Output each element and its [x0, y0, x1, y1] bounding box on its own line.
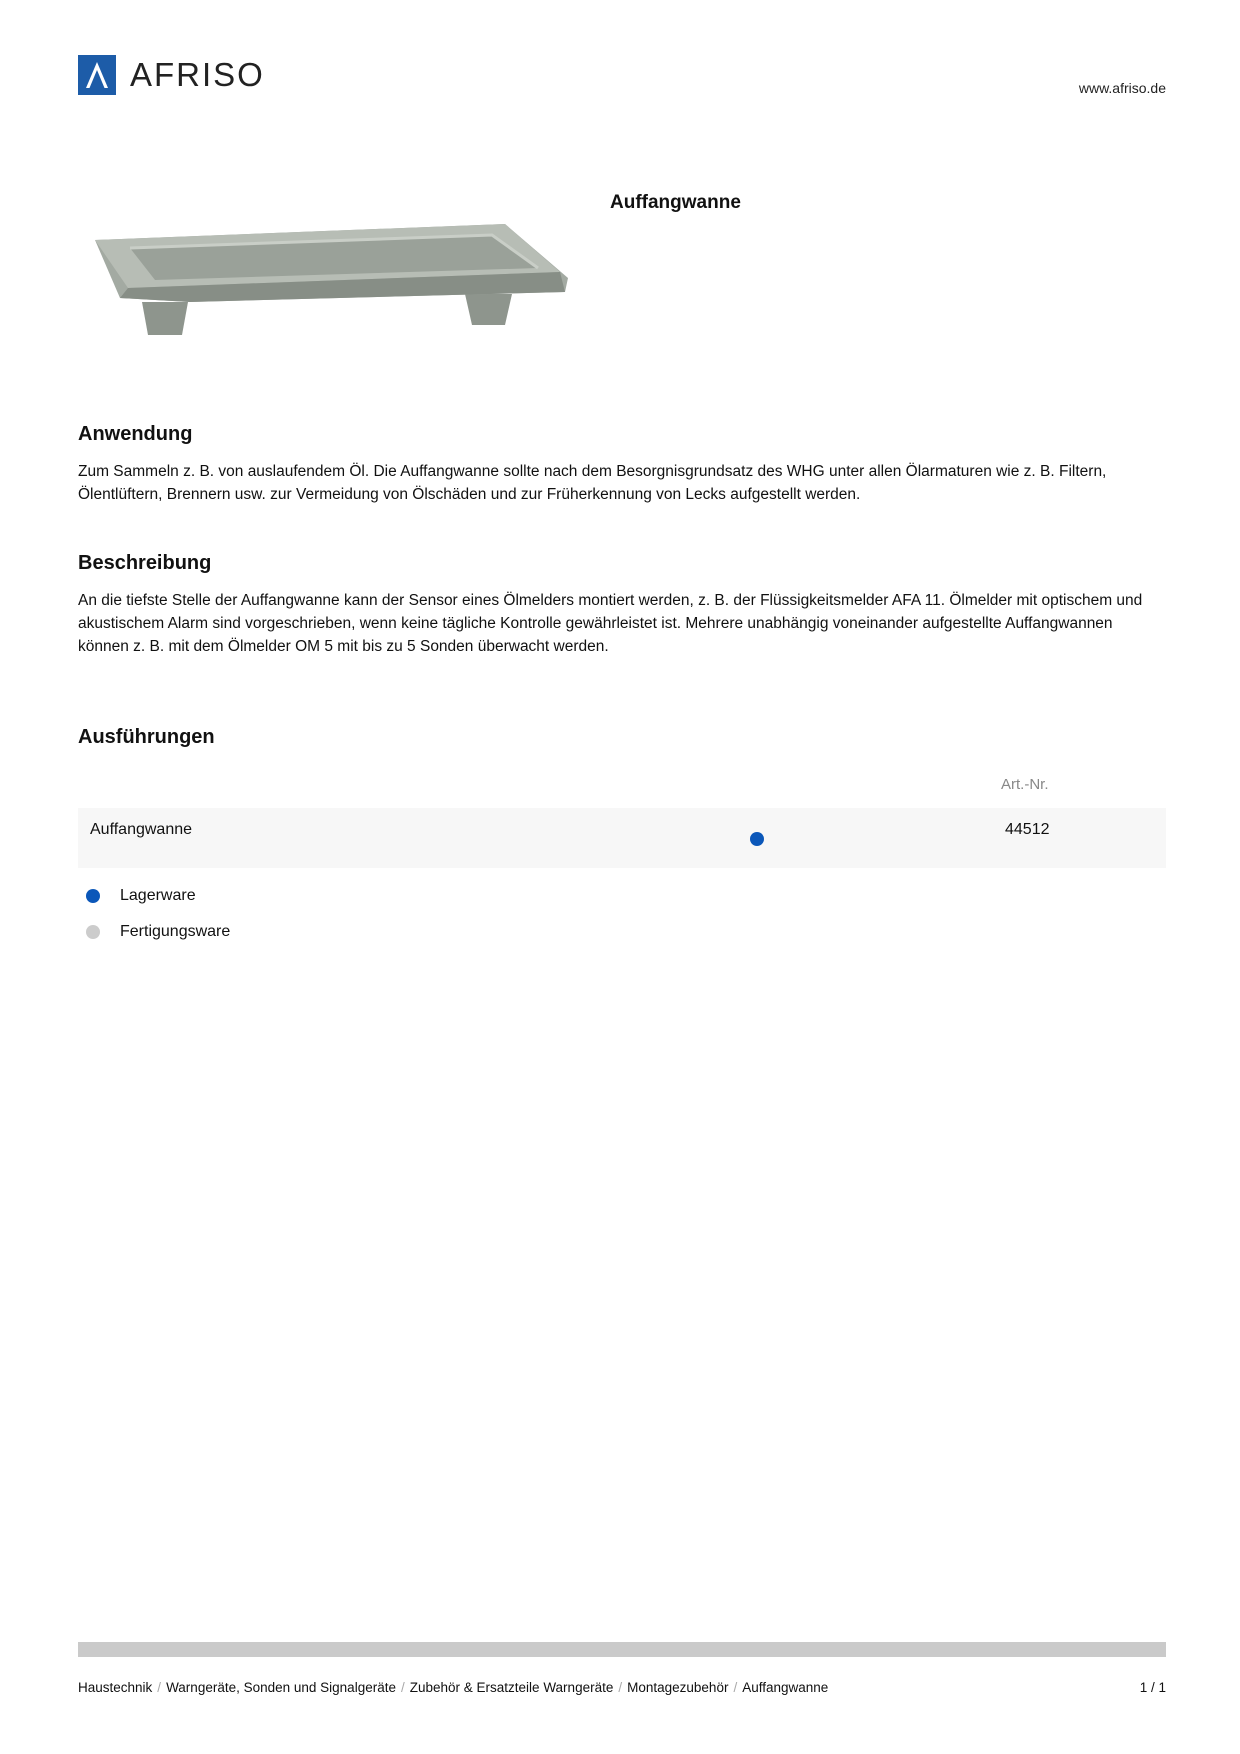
legend-label: Lagerware — [120, 887, 196, 904]
afriso-logo-mark-icon — [78, 55, 116, 95]
section-title-beschreibung: Beschreibung — [78, 552, 212, 574]
section-title-ausfuehrungen: Ausführungen — [78, 726, 215, 748]
product-image — [90, 210, 570, 350]
variant-name: Auffangwanne — [90, 821, 193, 838]
breadcrumb-separator: / — [618, 1680, 623, 1695]
breadcrumb — [78, 1680, 828, 1695]
section-title-anwendung: Anwendung — [78, 423, 193, 445]
afriso-logo[interactable] — [78, 55, 265, 95]
legend-item-fertigungsware — [86, 923, 230, 941]
breadcrumb-item-haustechnik[interactable]: Haustechnik — [78, 1680, 153, 1695]
fertigungsware-dot-icon — [86, 925, 100, 939]
legend-label: Fertigungsware — [120, 923, 231, 940]
breadcrumb-item-zubehoer[interactable]: Zubehör & Ersatzteile Warngeräte — [409, 1680, 614, 1695]
breadcrumb-separator: / — [400, 1680, 405, 1695]
legend-item-lagerware — [86, 887, 196, 905]
breadcrumb-item-warngeraete[interactable]: Warngeräte, Sonden und Signalgeräte — [166, 1680, 396, 1695]
lagerware-dot-icon — [86, 889, 100, 903]
page-number: 1 / 1 — [1139, 1680, 1166, 1695]
breadcrumb-separator: / — [157, 1680, 162, 1695]
breadcrumb-separator: / — [733, 1680, 738, 1695]
brand-name: AFRISO — [130, 56, 265, 93]
table-row — [78, 808, 1166, 868]
section-text-beschreibung: An die tiefste Stelle der Auffangwanne kann der Sensor eines Ölmelders montiert werden, z. B. der Flüssigkeitsmelder AFA 11. Ölmelder mit optischem und akustischem Alarm sind vorgeschrieben, wenn keine tägliche Kontrolle gewährleistet ist. Mehrere unabhängig voneinander aufgestellte Auffangwannen können z. B. mit dem Ölmelder OM 5 mit bis zu 5 Sonden überwacht werden. — [78, 592, 1143, 655]
stock-status-dot-icon — [750, 832, 764, 846]
breadcrumb-item-montagezubehoer[interactable]: Montagezubehör — [627, 1680, 729, 1695]
footer-divider-bar — [78, 1642, 1166, 1657]
breadcrumb-item-auffangwanne[interactable]: Auffangwanne — [742, 1680, 829, 1695]
variant-article-number: 44512 — [1005, 821, 1050, 838]
section-text-anwendung: Zum Sammeln z. B. von auslaufendem Öl. Die Auffangwanne sollte nach dem Besorgnisgrundsatz des WHG unter allen Ölarmaturen wie z. B. Filtern, Ölentlüftern, Brennern usw. zur Vermeidung von Ölschäden und zur Früherkennung von Lecks aufgestellt werden. — [78, 463, 1107, 503]
column-header-artnr: Art.-Nr. — [1001, 776, 1049, 793]
website-link[interactable]: www.afriso.de — [1078, 80, 1166, 96]
product-title: Auffangwanne — [610, 192, 741, 213]
